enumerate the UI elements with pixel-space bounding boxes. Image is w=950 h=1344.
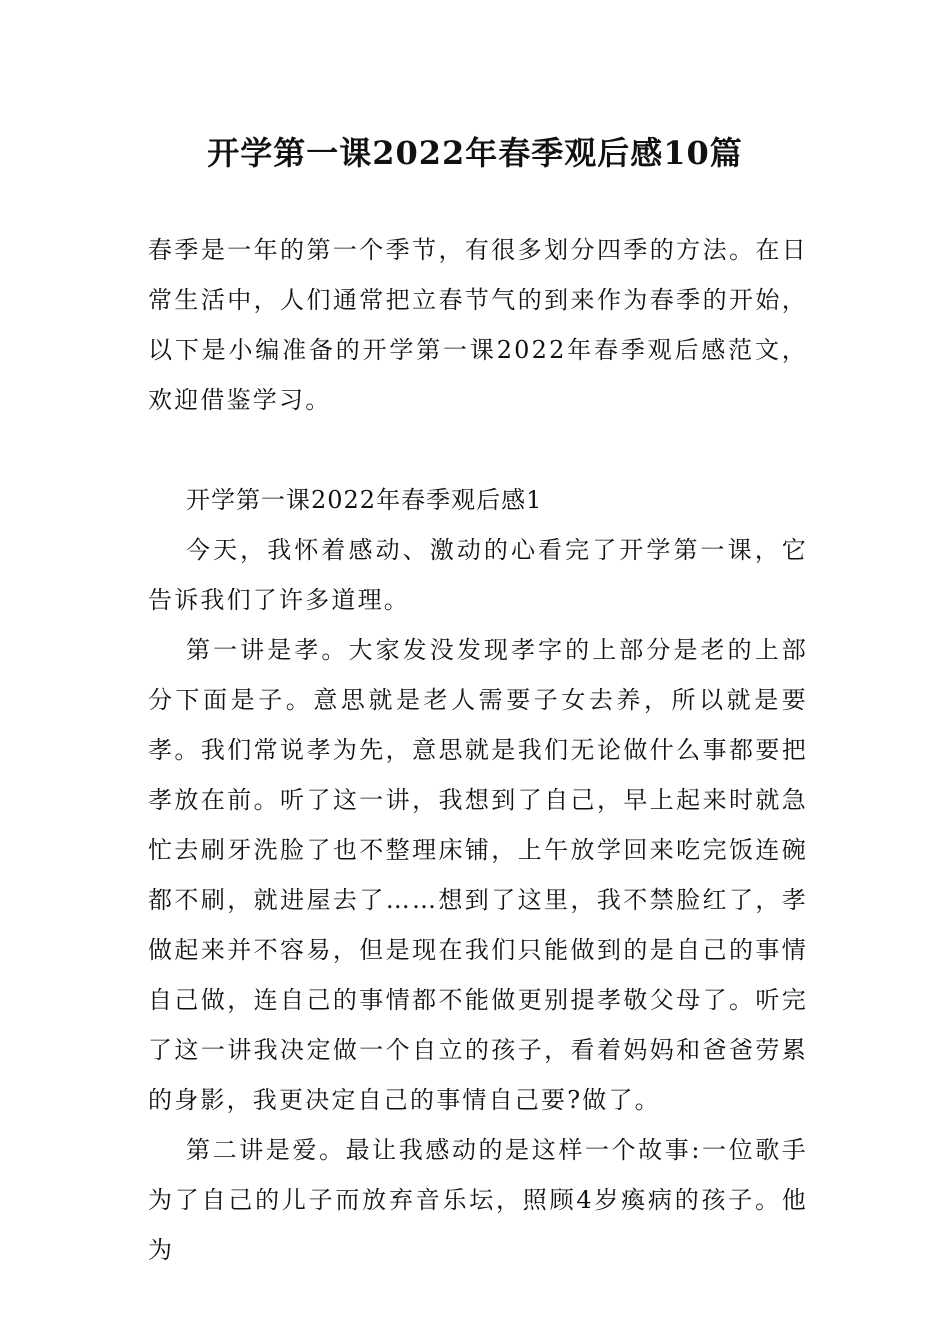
section-body [148, 525, 808, 1275]
paragraph: 第二讲是爱。最让我感动的是这样一个故事:一位歌手为了自己的儿子而放弃音乐坛，照顾4岁瘓病的孩子。他为 [148, 1136, 808, 1264]
paragraph: 今天，我怀着感动、激动的心看完了开学第一课，它告诉我们了许多道理。 [148, 536, 808, 614]
section-heading: 开学第一课2022年春季观后感1 [186, 486, 543, 514]
document-title: 开学第一课2022年春季观后感10篇 [207, 134, 743, 172]
paragraph: 第一讲是孝。大家发没发现孝字的上部分是老的上部分下面是子。意思就是老人需要子女去养，所以就是要孝。我们常说孝为先，意思就是我们无论做什么事都要把孝放在前。听了这一讲，我想到了自己，早上起来时就急忙去刷牙洗脸了也不整理床铺，上午放学回来吃完饭连碗都不刷，就进屋去了……想到了这里，我不禁脸红了，孝做起来并不容易，但是现在我们只能做到的是自己的事情自己做，连自己的事情都不能做更别提孝敬父母了。听完了这一讲我决定做一个自立的孩子，看着妈妈和爸爸劳累的身影，我更决定自己的事情自己要?做了。 [148, 636, 808, 1114]
intro-paragraph: 春季是一年的第一个季节，有很多划分四季的方法。在日常生活中，人们通常把立春节气的到来作为春季的开始，以下是小编准备的开学第一课2022年春季观后感范文，欢迎借鉴学习。 [148, 236, 808, 414]
